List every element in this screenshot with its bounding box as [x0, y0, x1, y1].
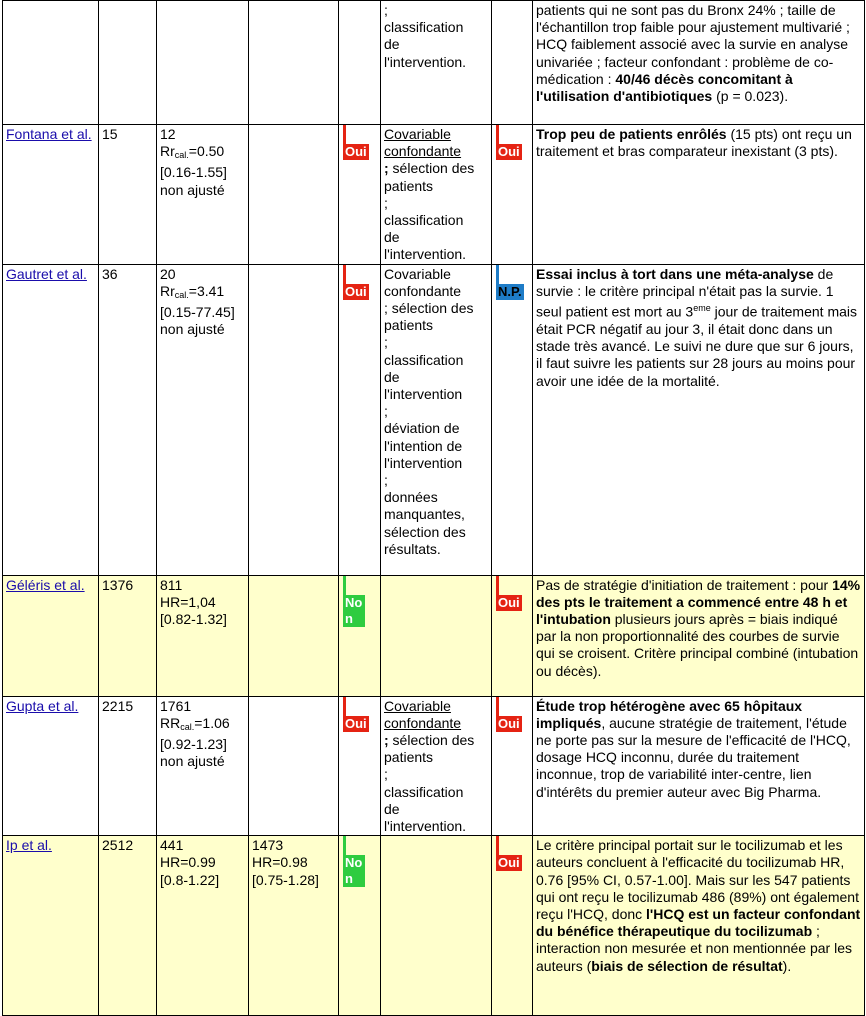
study-link[interactable]: Fontana et al.	[6, 126, 92, 142]
study-cell	[3, 696, 99, 836]
events-comparator-cell	[249, 696, 339, 836]
bias-domains-cell: Covariable confondante ; sélection des patients ; classification de l'intervention.	[381, 696, 492, 836]
comment-cell: Trop peu de patients enrôlés (15 pts) ont reçu un traitement et bras comparateur inexistant (3 pts).	[533, 125, 865, 265]
sample-size-cell: 2215	[99, 696, 157, 836]
events-comparator-cell	[249, 1, 339, 125]
flag-label: Oui	[498, 594, 520, 610]
table-row	[3, 575, 865, 696]
study-cell	[3, 575, 99, 696]
flag-label: Oui	[498, 855, 520, 871]
flag-pole	[343, 697, 346, 717]
bias-flag-cell	[492, 696, 533, 836]
sample-size-cell: 36	[99, 264, 157, 575]
events-cell: 12 $Rr_{cal.}=0.50$ [0.16-1.55] non ajusté	[157, 125, 249, 265]
study-link[interactable]: Gupta et al.	[6, 697, 79, 714]
bias-domains-cell	[381, 836, 492, 1016]
bias-flag-cell	[492, 575, 533, 696]
bias-domains-cell	[381, 575, 492, 696]
confounding-flag-cell	[339, 264, 381, 575]
bias-flag-cell-flag	[496, 836, 526, 876]
study-link[interactable]: Gautret et al.	[6, 265, 87, 282]
flag-label: Non	[343, 595, 365, 627]
confounding-flag-cell	[339, 575, 381, 696]
meta-analysis-bias-table	[2, 0, 865, 1016]
bias-flag-cell	[492, 836, 533, 1016]
bias-domains-cell: Covariable confondante ; sélection des patients ; classification de l'intervention.	[381, 125, 492, 265]
table-body	[3, 1, 865, 1016]
events-cell: 1761 $RR_{cal.}=1.06$ [0.92-1.23] non ajusté	[157, 696, 249, 836]
confounding-flag-cell-flag	[343, 125, 373, 165]
table-row	[3, 125, 865, 265]
study-cell	[3, 264, 99, 575]
table-row	[3, 836, 865, 1016]
flag-pole	[343, 125, 346, 145]
sample-size-cell: 15	[99, 125, 157, 265]
comment-cell: patients qui ne sont pas du Bronx 24% ; taille de l'échantillon trop faible pour ajustement multivarié ; HCQ faiblement associé avec la survie en analyse univariée ; facteur confondant : problème de co-médication : 40/46 décès concomitant à l'utilisation d'antibiotiques (p = 0.023).	[533, 1, 865, 125]
events-comparator-cell: 1473 HR=0.98 [0.75-1.28]	[249, 836, 339, 1016]
flag-pole	[343, 836, 346, 856]
confounding-flag-cell	[339, 1, 381, 125]
flag-pole	[496, 576, 499, 596]
events-cell	[157, 1, 249, 125]
flag-label: N.P.	[498, 283, 522, 299]
events-comparator-cell	[249, 125, 339, 265]
bias-flag-cell	[492, 1, 533, 125]
flag-label: Oui	[345, 715, 367, 731]
confounding-flag-cell-flag	[343, 576, 373, 626]
comment-cell: Essai inclus à tort dans une méta-analyse de survie : le critère principal n'était pas la survie. 1 seul patient est mort au 3eme jour de traitement mais était PCR négatif au jour 3, il était donc dans un stade très avancé. Le suivi ne dure que sur 6 jours, il faut suivre les patients sur 28 jours au moins pour avoir une idée de la mortalité.	[533, 264, 865, 575]
comment-cell: Étude trop hétérogène avec 65 hôpitaux impliqués, aucune stratégie de traitement, l'étude ne porte pas sur la mesure de l'efficacité de l'HCQ, dosage HCQ inconnu, durée du traitement inconnue, trop de variabilité inter-centre, lien d'intérêts du premier auteur avec Big Pharma.	[533, 696, 865, 836]
bias-domains-cell: Covariable confondante ; sélection des patients ; classification de l'intervention ; déviation de l'intention de l'intervention ; données manquantes, sélection des résultats.	[381, 264, 492, 575]
events-comparator-cell	[249, 575, 339, 696]
flag-pole	[343, 576, 346, 596]
bias-domains-cell: ; classification de l'intervention.	[381, 1, 492, 125]
bias-flag-cell-flag	[496, 265, 526, 305]
flag-pole	[343, 265, 346, 285]
flag-label: Oui	[345, 283, 367, 299]
events-cell: 811 HR=1,04 [0.82-1.32]	[157, 575, 249, 696]
confounding-flag-cell-flag	[343, 697, 373, 737]
flag-label: Oui	[498, 715, 520, 731]
table-row	[3, 696, 865, 836]
comment-cell: Le critère principal portait sur le tocilizumab et les auteurs concluent à l'efficacité du tocilizumab HR, 0.76 [95% CI, 0.57-1.00]. Mais sur les 547 patients qui ont reçu le tocilizumab 486 (89%) ont également reçu l'HCQ, donc l'HCQ est un facteur confondant du bénéfice thérapeutique du tocilizumab ; interaction non mesurée et non mentionnée par les auteurs (biais de sélection de résultat).	[533, 836, 865, 1016]
confounding-flag-cell	[339, 696, 381, 836]
flag-label: Non	[343, 855, 365, 887]
flag-label: Oui	[498, 144, 520, 159]
table-row	[3, 1, 865, 125]
comment-cell: Pas de stratégie d'initiation de traitement : pour 14% des pts le traitement a commencé entre 48 h et l'intubation plusieurs jours après = biais indiqué par la non proportionnalité des courbes de survie qui se croisent. Critère principal combiné (intubation ou décès).	[533, 575, 865, 696]
study-cell	[3, 1, 99, 125]
confounding-flag-cell	[339, 836, 381, 1016]
events-cell: 20 $Rr_{cal.}=3.41$ [0.15-77.45] non ajusté	[157, 264, 249, 575]
sample-size-cell: 1376	[99, 575, 157, 696]
confounding-flag-cell-flag	[343, 836, 373, 887]
table-row	[3, 264, 865, 575]
study-cell	[3, 836, 99, 1016]
confounding-flag-cell	[339, 125, 381, 265]
flag-label: Oui	[345, 144, 367, 159]
sample-size-cell	[99, 1, 157, 125]
bias-flag-cell-flag	[496, 125, 526, 165]
study-link[interactable]: Ip et al.	[6, 837, 52, 854]
bias-flag-cell	[492, 125, 533, 265]
flag-pole	[496, 697, 499, 717]
bias-flag-cell	[492, 264, 533, 575]
events-cell: 441 HR=0.99 [0.8-1.22]	[157, 836, 249, 1016]
sample-size-cell: 2512	[99, 836, 157, 1016]
flag-pole	[496, 265, 499, 285]
events-comparator-cell	[249, 264, 339, 575]
confounding-flag-cell-flag	[343, 265, 373, 305]
study-cell	[3, 125, 99, 265]
flag-pole	[496, 836, 499, 856]
bias-flag-cell-flag	[496, 697, 526, 737]
flag-pole	[496, 125, 499, 145]
bias-flag-cell-flag	[496, 576, 526, 616]
study-link[interactable]: Géléris et al.	[6, 576, 85, 593]
